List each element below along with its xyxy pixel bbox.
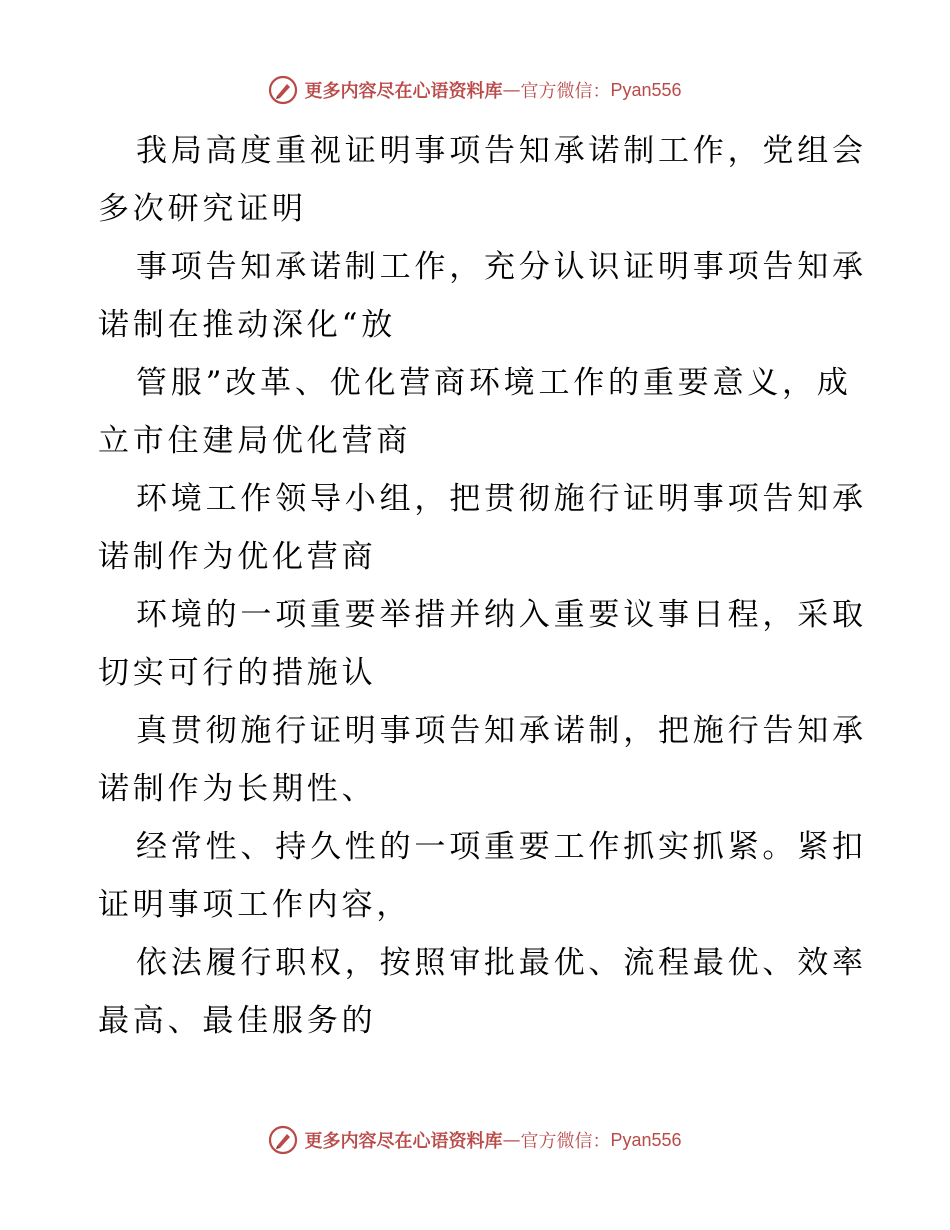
watermark-dash: — [502,1129,521,1151]
paragraph-line: 管服”改革、优化营商环境工作的重要意义，成 [136,365,852,401]
paragraph-line: 最高、最佳服务的 [98,1003,377,1039]
paragraph-line: 事项告知承诺制工作，充分认识证明事项告知承 [136,249,867,285]
pen-logo-icon [268,75,298,105]
watermark-site-text: 更多内容尽在心语资料库 [304,1131,503,1152]
watermark-wechat-id: Pyan556 [610,1129,682,1150]
paragraph-line: 经常性、持久性的一项重要工作抓实抓紧。紧扣 [136,829,867,865]
watermark-official-label: 官方微信： [520,1131,611,1152]
paragraph-line: 立市住建局优化营商 [98,423,412,459]
paragraph-6 [98,702,867,818]
watermark-dash: — [502,79,521,101]
paragraph-3 [98,354,858,470]
paragraph-line: 真贯彻施行证明事项告知承诺制，把施行告知承 [136,713,867,749]
paragraph-line: 诺制作为优化营商 [98,539,377,575]
paragraph-line: 依法履行职权，按照审批最优、流程最优、效率 [136,945,867,981]
watermark-wechat-id: Pyan556 [610,79,682,100]
pen-logo-icon [268,1125,298,1155]
document-body [98,122,867,1050]
paragraph-1 [98,122,867,238]
watermark-official-label: 官方微信： [520,81,611,102]
paragraph-line: 环境的一项重要举措并纳入重要议事日程，采取 [136,597,867,633]
paragraph-line: 多次研究证明 [98,191,307,227]
paragraph-2 [98,238,867,354]
paragraph-line: 我局高度重视证明事项告知承诺制工作，党组会 [136,133,867,169]
watermark-site-text: 更多内容尽在心语资料库 [304,81,503,102]
paragraph-line: 诺制作为长期性、 [98,771,377,807]
paragraph-line: 环境工作领导小组，把贯彻施行证明事项告知承 [136,481,867,517]
paragraph-7 [98,818,867,934]
footer-watermark [0,1120,950,1160]
header-watermark [0,70,950,110]
paragraph-8 [98,934,867,1050]
paragraph-line: 切实可行的措施认 [98,655,377,691]
paragraph-5 [98,586,867,702]
paragraph-4 [98,470,867,586]
paragraph-line: 证明事项工作内容， [98,887,412,923]
paragraph-line: 诺制在推动深化“放 [98,307,397,343]
